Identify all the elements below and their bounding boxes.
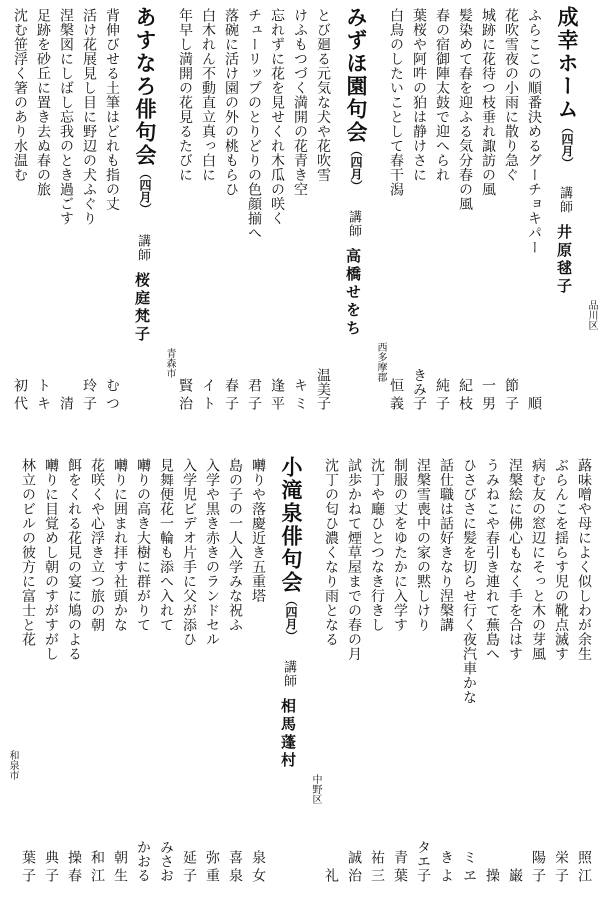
haiku-text: 見舞便花一輪も添へ入れて xyxy=(158,458,174,632)
haiku-text: ひさびさに髪を切らせ行く夜汽車かな xyxy=(461,458,477,705)
haiku-column xyxy=(481,452,504,918)
haiku-column xyxy=(101,2,124,446)
haiku-column xyxy=(266,2,289,446)
haiku-author: むつ xyxy=(104,378,120,414)
haiku-column xyxy=(86,452,109,918)
top-tier xyxy=(4,2,596,446)
section-title xyxy=(341,6,371,192)
teacher-line xyxy=(554,186,575,296)
location-label: 西多摩郡 xyxy=(375,342,386,382)
teacher-name: 桜庭梵子 xyxy=(133,272,151,344)
haiku-text: 忘れずに花を見せくれ木瓜の咲く xyxy=(269,8,285,226)
haiku-author: 玲子 xyxy=(81,378,97,414)
haiku-text: 話仕職は話好きなり涅槃講 xyxy=(438,458,454,632)
haiku-column xyxy=(17,452,40,918)
haiku-column xyxy=(573,452,596,918)
haiku-author: みさお xyxy=(158,840,174,882)
haiku-text: 制服の丈をゆたかに入学す xyxy=(392,458,408,632)
haiku-text: ぶらんこを揺らす児の靴点滅す xyxy=(553,458,569,661)
haiku-author: 泉女 xyxy=(250,850,266,886)
section-title-text: 小滝泉俳句会 xyxy=(279,456,303,594)
haiku-column xyxy=(178,452,201,918)
haiku-author: 栄子 xyxy=(553,850,569,886)
haiku-column xyxy=(385,2,408,446)
haiku-author: 典子 xyxy=(43,850,59,886)
haiku-author: 春子 xyxy=(223,378,239,414)
haiku-column xyxy=(109,452,132,918)
haiku-column xyxy=(366,452,389,918)
haiku-text: 葉桜や阿吽の狛は静けさに xyxy=(411,8,427,182)
haiku-text: 沈丁の匂ひ濃くなり雨となる xyxy=(323,458,339,647)
haiku-author: かおる xyxy=(135,840,151,882)
haiku-text: 白木れん不動直立真っ白に xyxy=(200,8,216,182)
haiku-column xyxy=(389,452,412,918)
section-title-text: あすなろ俳句会 xyxy=(133,6,157,167)
haiku-column xyxy=(132,452,155,918)
haiku-author: ミヱ xyxy=(461,850,477,886)
haiku-author: 誠治 xyxy=(346,850,362,886)
haiku-column xyxy=(9,2,32,446)
haiku-author: 礼 xyxy=(323,868,339,886)
haiku-text: 島の子の一人入学みな祝ふ xyxy=(227,458,243,632)
haiku-column xyxy=(247,452,270,918)
haiku-text: 涅槃雪喪中の家の黙しけり xyxy=(415,458,431,632)
haiku-text: 涅槃絵に佛心もなく手を合はす xyxy=(507,458,523,661)
haiku-column xyxy=(408,2,431,446)
haiku-text: ふらここの順番決めるグーチョキパー xyxy=(526,8,542,255)
haiku-column xyxy=(289,2,312,446)
haiku-text: 花吹雪夜の小雨に散り急ぐ xyxy=(503,8,519,182)
location-label: 品川区 xyxy=(586,300,597,330)
haiku-text: 蕗味噌や母によく似しわが余生 xyxy=(576,458,592,661)
section-header xyxy=(546,2,596,446)
haiku-column xyxy=(412,452,435,918)
haiku-text: 試歩かねて煙草屋までの春の月 xyxy=(346,458,362,661)
teacher-name: 相馬蓬村 xyxy=(279,698,297,770)
section-title xyxy=(552,6,582,169)
haiku-column xyxy=(312,2,335,446)
haiku-author: 一男 xyxy=(480,378,496,414)
section-month: （四月） xyxy=(138,167,152,215)
teacher-name: 高橋せをち xyxy=(344,248,362,338)
haiku-column xyxy=(504,452,527,918)
haiku-author: 温美子 xyxy=(315,368,331,410)
haiku-author: 清 xyxy=(58,396,74,414)
haiku-column xyxy=(435,452,458,918)
haiku-author: 操春 xyxy=(66,850,82,886)
section-header xyxy=(335,2,385,446)
haiku-author: 操 xyxy=(484,868,500,886)
haiku-author: 君子 xyxy=(246,378,262,414)
haiku-author: 純子 xyxy=(434,378,450,414)
haiku-text: 囀りの高き大樹に群がりて xyxy=(135,458,151,632)
teacher-line xyxy=(343,210,364,338)
haiku-column xyxy=(431,2,454,446)
haiku-author: イト xyxy=(200,378,216,414)
haiku-text: 餌をくれる花見の宴に鳩のよる xyxy=(66,458,82,661)
haiku-author: きよ xyxy=(438,850,454,886)
teacher-label: 講師 xyxy=(135,234,150,262)
haiku-author: タエ子 xyxy=(415,840,431,882)
haiku-column xyxy=(458,452,481,918)
haiku-author: 巌 xyxy=(507,868,523,886)
haiku-text: 城跡に花待つ枝垂れ諏訪の風 xyxy=(480,8,496,197)
haiku-author: 節子 xyxy=(503,378,519,414)
haiku-column xyxy=(523,2,546,446)
haiku-text: 落碗に活け園の外の桃もらひ xyxy=(223,8,239,197)
section-title-text: みずほ園句会 xyxy=(344,6,368,144)
haiku-column xyxy=(197,2,220,446)
section-month: （四月） xyxy=(560,121,574,169)
haiku-column xyxy=(243,2,266,446)
haiku-author: 延子 xyxy=(181,850,197,886)
haiku-author: 恒義 xyxy=(388,378,404,414)
haiku-text: 髪染めて春を迎ふる気分春の風 xyxy=(457,8,473,211)
haiku-text: 囀りに囲まれ拝す社頭かな xyxy=(112,458,128,632)
haiku-text: 沈む笹浮く箸のあり水温む xyxy=(12,8,28,182)
haiku-text: チューリップのとりどりの色顔揃へ xyxy=(246,8,262,240)
haiku-column xyxy=(343,452,366,918)
haiku-text: 春の宿御陣太鼓で迎へられ xyxy=(434,8,450,182)
haiku-text: 沈丁や廰ひとつなき行きし xyxy=(369,458,385,632)
haiku-column xyxy=(500,2,523,446)
haiku-author: 照江 xyxy=(576,850,592,886)
haiku-author: 賢治 xyxy=(177,378,193,414)
haiku-author: 祐三 xyxy=(369,850,385,886)
section-title xyxy=(130,6,160,215)
location-label: 中野区 xyxy=(310,774,321,804)
teacher-label: 講師 xyxy=(346,210,361,238)
haiku-author: 和江 xyxy=(89,850,105,886)
haiku-text: 林立のビルの彼方に富士と花 xyxy=(20,458,36,647)
haiku-text: 背伸びせる土筆はどれも指の丈 xyxy=(104,8,120,211)
haiku-text: 足跡を砂丘に置き去ぬ春の旅 xyxy=(35,8,51,197)
haiku-column xyxy=(454,2,477,446)
haiku-text: 白鳥のしたいことして春干潟 xyxy=(388,8,404,197)
section-month: （四月） xyxy=(349,144,363,192)
section-header xyxy=(270,452,320,918)
haiku-author: 紀枝 xyxy=(457,378,473,414)
haiku-column xyxy=(550,452,573,918)
haiku-column xyxy=(527,452,550,918)
haiku-column xyxy=(201,452,224,918)
haiku-author: 朝生 xyxy=(112,850,128,886)
haiku-text: うみねこや春引き連れて蕪島へ xyxy=(484,458,500,661)
teacher-line xyxy=(132,234,153,344)
haiku-author: 陽子 xyxy=(530,850,546,886)
haiku-text: 花咲くや心浮き立つ旅の朝 xyxy=(89,458,105,632)
teacher-label: 講師 xyxy=(281,660,296,688)
location-label: 青森市 xyxy=(164,348,175,378)
haiku-column xyxy=(63,452,86,918)
haiku-author: 青葉 xyxy=(392,850,408,886)
haiku-text: とび廻る元気な犬や花吹雪 xyxy=(315,8,331,182)
haiku-column xyxy=(40,452,63,918)
haiku-author: 初代 xyxy=(12,378,28,414)
haiku-author: 葉子 xyxy=(20,850,36,886)
teacher-line xyxy=(278,660,299,770)
teacher-label: 講師 xyxy=(557,186,572,214)
section-title xyxy=(276,456,306,642)
section-title-text: 成幸ホーム xyxy=(555,6,579,121)
section-title xyxy=(0,456,3,619)
section-header xyxy=(0,452,17,918)
haiku-column xyxy=(155,452,178,918)
haiku-text: 涅槃図にしばし忘我のとき過ごす xyxy=(58,8,74,226)
location-label: 和泉市 xyxy=(7,750,18,780)
haiku-column xyxy=(224,452,247,918)
haiku-text: 年早し満開の花見るたびに xyxy=(177,8,193,182)
haiku-text: 囀りや落慶近き五重塔 xyxy=(250,458,266,603)
haiku-author: トキ xyxy=(35,378,51,414)
teacher-name: 井原毬子 xyxy=(555,224,573,296)
haiku-text: 入学児ビデオ片手に父が添ひ xyxy=(181,458,197,647)
haiku-author: きみ子 xyxy=(411,368,427,410)
haiku-text: 病む友の窓辺にそっと木の芽風 xyxy=(530,458,546,661)
haiku-column xyxy=(78,2,101,446)
haiku-text: 活け花展見し目に野辺の犬ふぐり xyxy=(81,8,97,226)
haiku-author: 順 xyxy=(526,396,542,414)
haiku-column xyxy=(55,2,78,446)
haiku-column xyxy=(320,452,343,918)
haiku-column xyxy=(477,2,500,446)
haiku-author: キミ xyxy=(292,378,308,414)
haiku-column xyxy=(32,2,55,446)
haiku-text: 入学や黒き赤きのランドセル xyxy=(204,458,220,647)
haiku-column xyxy=(174,2,197,446)
bottom-tier xyxy=(4,452,596,918)
haiku-column xyxy=(220,2,243,446)
haiku-text: けふもつづく満開の花青き空 xyxy=(292,8,308,197)
haiku-author: 弥重 xyxy=(204,850,220,886)
section-month: （四月） xyxy=(284,594,298,642)
haiku-text: 囀りに目覚めし朝のすがすがし xyxy=(43,458,59,661)
haiku-author: 喜泉 xyxy=(227,850,243,886)
section-header xyxy=(124,2,174,446)
haiku-author: 逢平 xyxy=(269,378,285,414)
